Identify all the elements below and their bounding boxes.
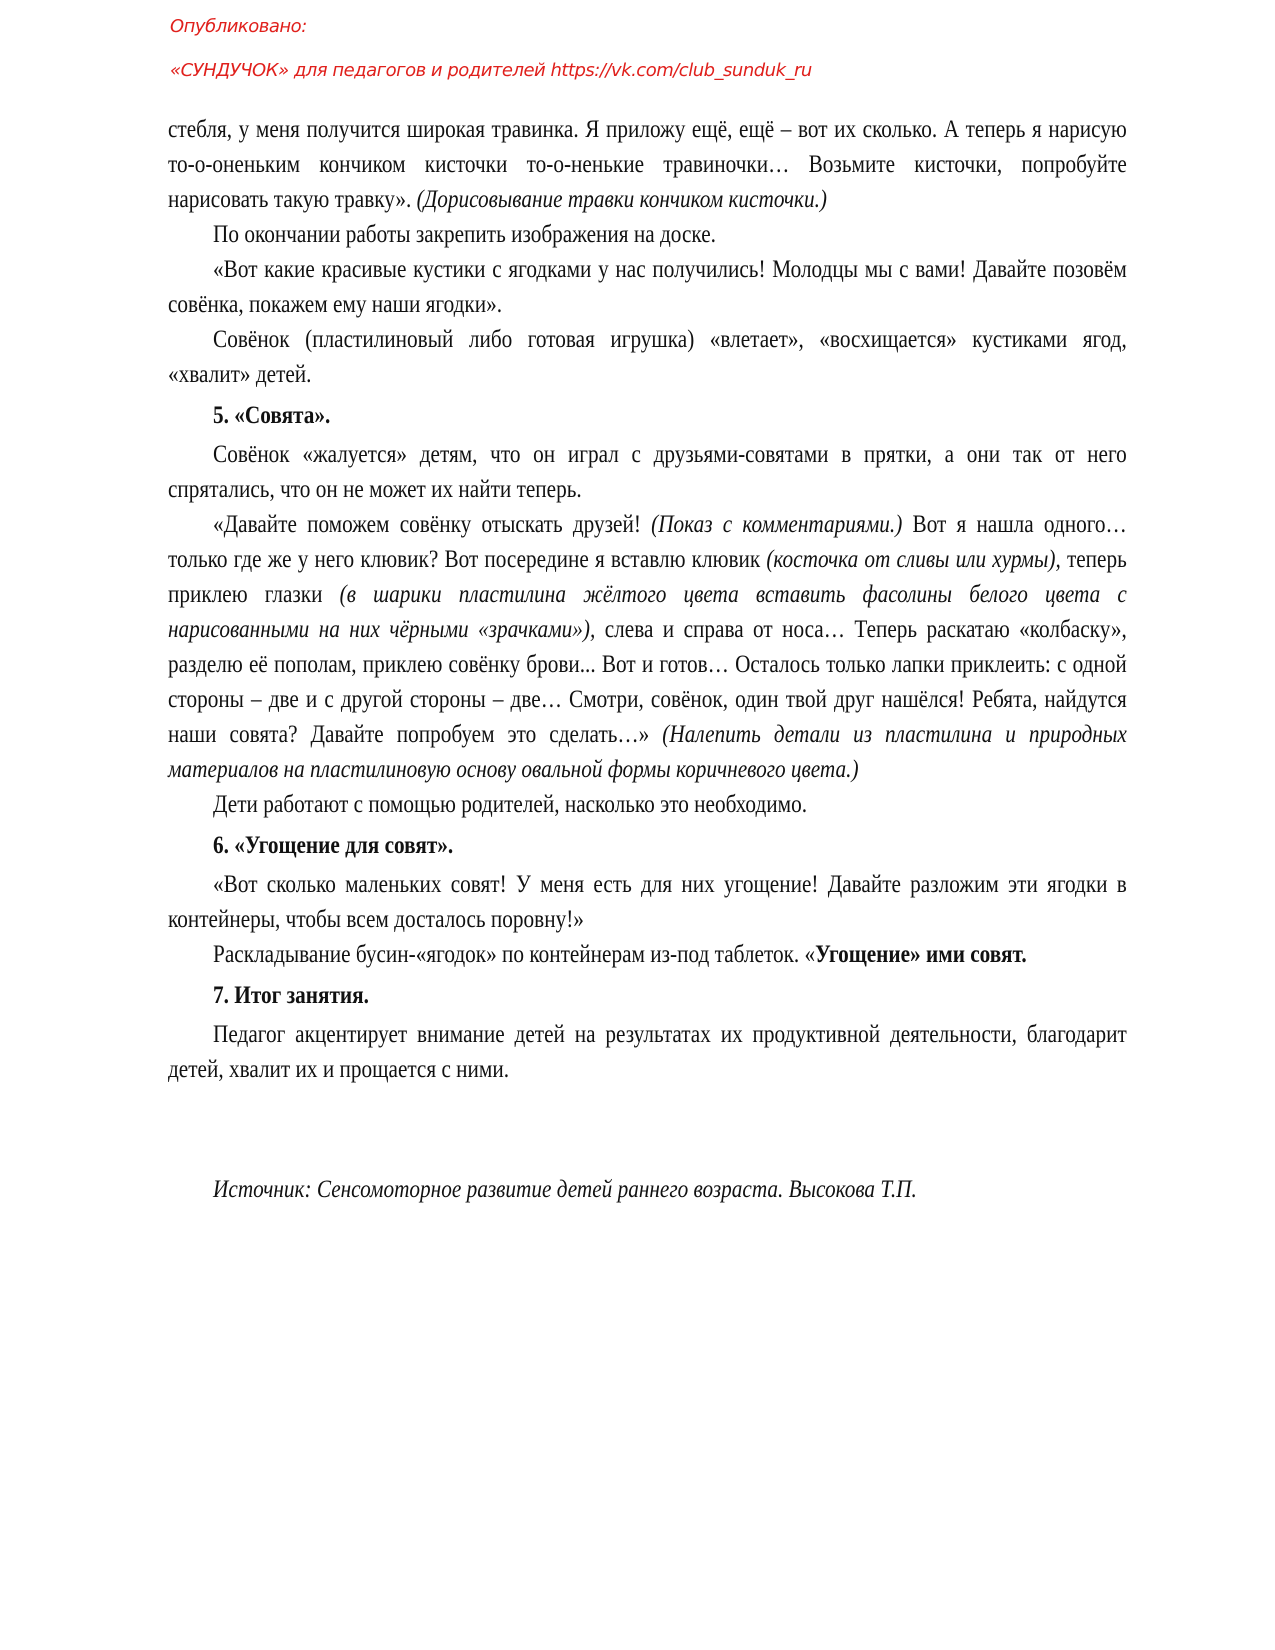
- text: Совёнок (пластилиновый либо готовая игрушка) «влетает», «восхищается» кустиками ягод, «хвалит» детей.: [168, 326, 1127, 388]
- document-body: [168, 112, 1127, 1207]
- italic-text: Источник: Сенсомоторное развитие детей раннего возраста. Высокова Т.П.: [213, 1176, 917, 1203]
- text: «Вот какие красивые кустики с ягодками у нас получились! Молодцы мы с вами! Давайте позовём совёнка, покажем ему наши ягодки».: [168, 256, 1127, 318]
- paragraph: [168, 1017, 1127, 1087]
- italic-text: (в шарики пластилина жёлтого цвета вставить фасолины белого цвета с нарисованными на них чёрными «зрачками»),: [168, 581, 1127, 643]
- text: 6. «Угощение для совят».: [213, 832, 454, 859]
- text: слева и справа от носа… Теперь раскатаю «колбаску», разделю её пополам, приклею совёнку брови... Вот и готов… Осталось только лапки приклеить: с одной стороны – две и с другой стороны – две… Смотри, совёнок, один твой друг нашёлся! Ребята, найдутся наши совята? Давайте попробуем это сделать…»: [168, 616, 1127, 748]
- text: Совёнок «жалуется» детям, что он играл с друзьями-совятами в прятки, а они так от него спрятались, что он не может их найти теперь.: [168, 441, 1127, 503]
- section-heading: [168, 398, 1127, 433]
- text: Раскладывание бусин-«ягодок» по контейнерам из-под таблеток. «: [213, 941, 816, 968]
- italic-text: (Налепить детали из пластилина и природных материалов на пластилиновую основу овальной формы коричневого цвета.): [168, 721, 1127, 783]
- paragraph: [168, 252, 1127, 322]
- published-label: Опубликовано:: [170, 16, 307, 37]
- section-heading: [168, 978, 1127, 1013]
- text: Вот я нашла одного… только где же у него клювик? Вот посередине я вставлю клювик: [168, 511, 1127, 573]
- spacer: [168, 1112, 1127, 1147]
- text: По окончании работы закрепить изображения на доске.: [213, 221, 716, 248]
- source-link[interactable]: «СУНДУЧОК» для педагогов и родителей https://vk.com/club_sunduk_ru: [170, 60, 812, 81]
- paragraph: [168, 1172, 1127, 1207]
- text: стебля, у меня получится широкая травинка. Я приложу ещё, ещё – вот их сколько. А теперь я нарисую то-о-оненьким кончиком кисточки то-о-ненькие травиночки… Возьмите кисточки, попробуйте нарисовать такую травку».: [168, 116, 1127, 213]
- italic-text: (Дорисовывание травки кончиком кисточки.): [416, 186, 827, 213]
- paragraph: [168, 112, 1127, 217]
- paragraph: [168, 937, 1127, 972]
- text: теперь приклею глазки: [168, 546, 1127, 608]
- paragraph: [168, 787, 1127, 822]
- paragraph: [168, 867, 1127, 937]
- text: Дети работают с помощью родителей, насколько это необходимо.: [213, 791, 808, 818]
- text: 5. «Совята».: [213, 402, 331, 429]
- text: «Давайте поможем совёнку отыскать друзей!: [213, 511, 652, 538]
- bold-text: Угощение» ими совят.: [815, 941, 1027, 968]
- text: 7. Итог занятия.: [213, 982, 369, 1009]
- text: «Вот сколько маленьких совят! У меня есть для них угощение! Давайте разложим эти ягодки в контейнеры, чтобы всем досталось поровну!»: [168, 871, 1127, 933]
- text: Педагог акцентирует внимание детей на результатах их продуктивной деятельности, благодарит детей, хвалит их и прощается с ними.: [168, 1021, 1127, 1083]
- paragraph: [168, 217, 1127, 252]
- paragraph: [168, 322, 1127, 392]
- italic-text: (косточка от сливы или хурмы),: [766, 546, 1061, 573]
- paragraph: [168, 437, 1127, 507]
- paragraph: [168, 507, 1127, 787]
- section-heading: [168, 828, 1127, 863]
- italic-text: (Показ с комментариями.): [651, 511, 903, 538]
